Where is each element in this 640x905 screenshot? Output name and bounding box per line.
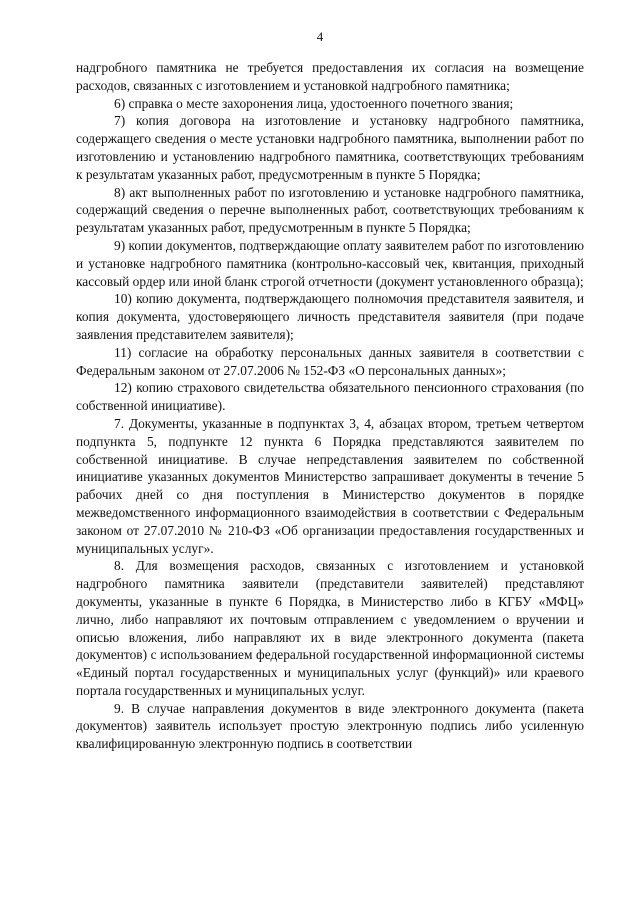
- paragraph-item-7: 7) копия договора на изготовление и установку надгробного памятника, содержащего сведения о месте установки надгробного памятника, выполнении работ по изготовлению и установлению надгробного памятника, соответствующих требованиям к результатам указанных работ, предусмотренным в пункте 5 Порядка;: [76, 113, 584, 182]
- paragraph-item-11: 11) согласие на обработку персональных данных заявителя в соответствии с Федеральным законом от 27.07.2006 № 152-ФЗ «О персональных данных»;: [76, 344, 584, 378]
- paragraph-item-9: 9) копии документов, подтверждающие оплату заявителем работ по изготовлению и установке надгробного памятника (контрольно-кассовый чек, квитанция, приходный кассовый ордер или иной бланк строгой отчетности (документ установленного образца);: [76, 237, 584, 289]
- paragraph-clause-8: 8. Для возмещения расходов, связанных с изготовлением и установкой надгробного памятника заявители (представители заявителей) представляют документы, указанные в пункте 6 Порядка, в Министерство либо в КГБУ «МФЦ» лично, либо направляют их почтовым отправлением с уведомлением о вручении и описью вложения, либо направляют их в виде электронного документа (пакета документов) с использованием федеральной государственной информационной системы «Единый портал государственных и муниципальных услуг (функций)» или краевого портала государственных и муниципальных услуг.: [76, 558, 584, 698]
- paragraph-continuation: надгробного памятника не требуется предоставления их согласия на возмещение расходов, связанных с изготовлением и установкой надгробного памятника;: [76, 60, 584, 93]
- paragraph-item-8: 8) акт выполненных работ по изготовлению и установке надгробного памятника, содержащий сведения о перечне выполненных работ, соответствующих требованиям к результатам указанных работ, предусмотренным в пункте 5 Порядка;: [76, 184, 584, 236]
- paragraph-item-10: 10) копию документа, подтверждающего полномочия представителя заявителя, и копия документа, удостоверяющего личность представителя заявителя (при подаче заявления представителем заявителя);: [76, 291, 584, 342]
- paragraph-clause-7: 7. Документы, указанные в подпунктах 3, 4, абзацах втором, третьем четвертом подпункта 5, подпункте 12 пункта 6 Порядка представляются заявителем по собственной инициативе. В случае непредставления заявителем по собственной инициативе указанных документов Министерство запрашивает документы в течение 5 рабочих дней со дня поступления в Министерство документов в порядке межведомственного информационного взаимодействия в соответствии с Федеральным законом от 27.07.2010 № 210-ФЗ «Об организации предоставления государственных и муниципальных услуг».: [76, 415, 584, 556]
- paragraph-item-12: 12) копию страхового свидетельства обязательного пенсионного страхования (по собственной инициативе).: [76, 380, 584, 414]
- paragraph-clause-9: 9. В случае направления документов в виде электронного документа (пакета документов) заявитель использует простую электронную подпись либо усиленную квалифицированную электронную подпись в соответствии: [76, 700, 584, 752]
- document-body: [76, 59, 584, 753]
- page-number: 4: [316, 29, 324, 44]
- paragraph-item-6: 6) справка о месте захоронения лица, удостоенного почетного звания;: [114, 95, 514, 111]
